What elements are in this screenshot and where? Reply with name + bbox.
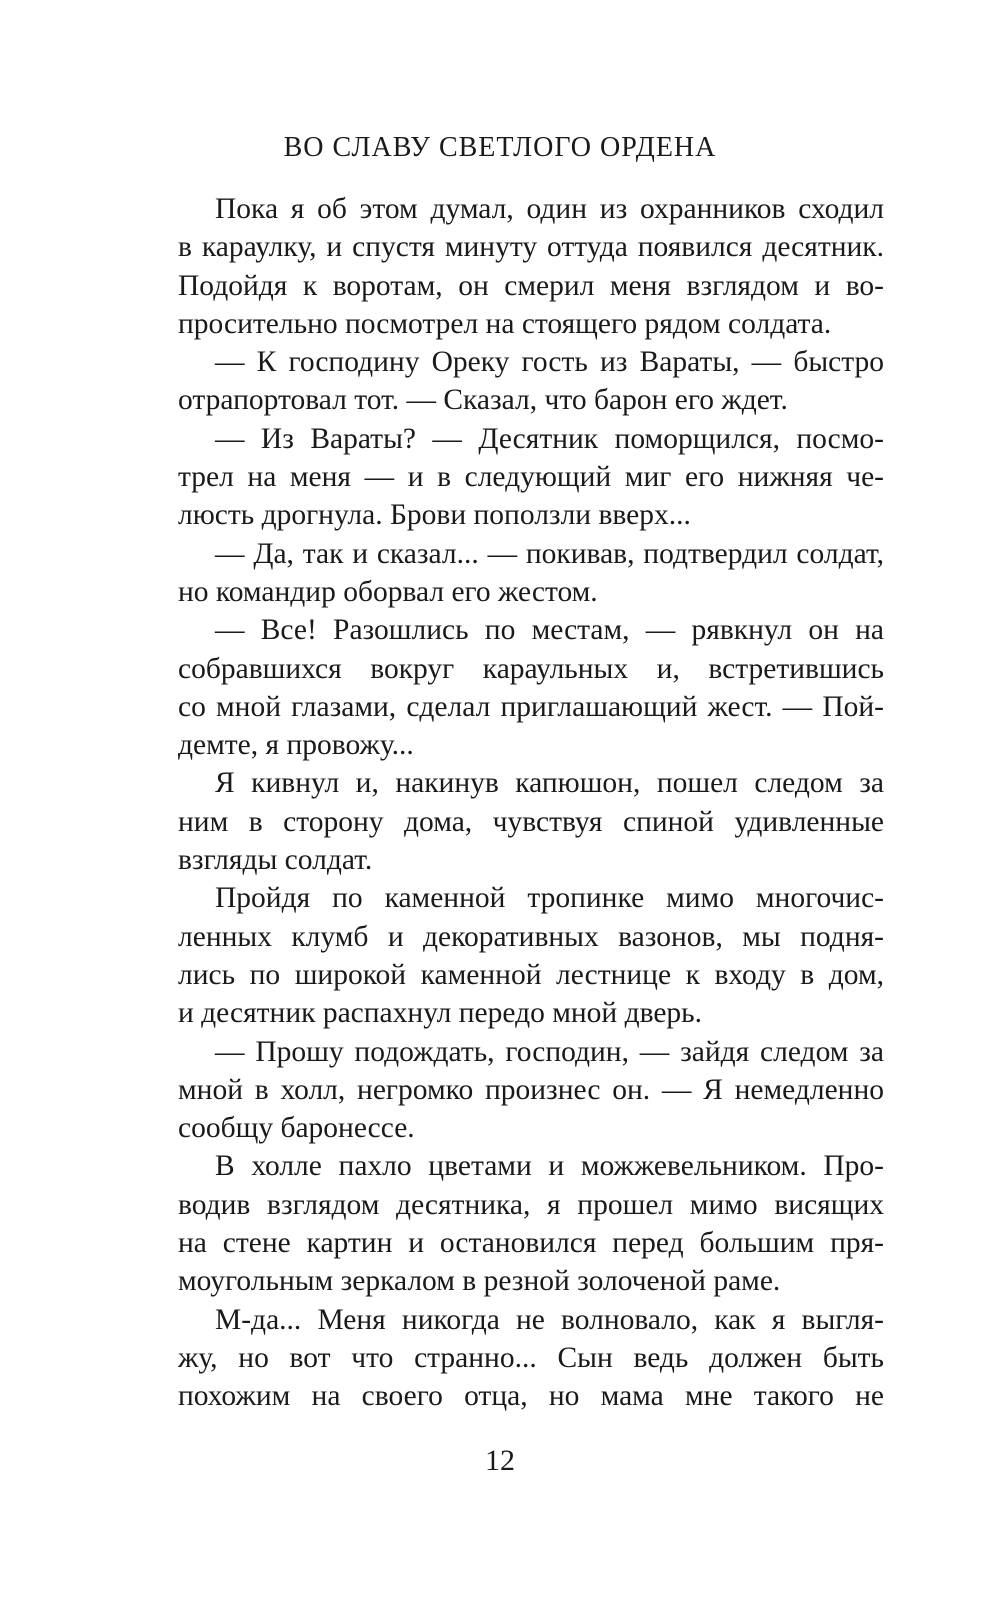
text-line: но командир оборвал его жестом. [178,575,598,608]
text-line: в караулку, и спустя минуту оттуда появился десятник. [178,231,884,264]
text-line: Пройдя по каменной тропинке мимо многочис- [215,882,884,915]
text-line: водив взглядом десятника, я прошел мимо висящих [178,1188,884,1221]
text-line: демте, я провожу... [178,729,414,762]
text-line: моугольным зеркалом в резной золоченой раме. [178,1265,781,1298]
text-line: ним в сторону дома, чувствуя спиной удивленные [178,805,884,838]
running-head: ВО СЛАВУ СВЕТЛОГО ОРДЕНА [283,132,717,163]
text-line: ленных клумб и декоративных вазонов, мы подня- [178,920,884,953]
text-line: взгляды солдат. [178,844,373,877]
text-line: — Да, так и сказал... — покивав, подтвердил солдат, [215,537,884,570]
text-line: на стене картин и остановился перед большим пря- [178,1227,884,1260]
page-number: 12 [485,1444,515,1477]
text-line: лись по широкой каменной лестнице к входу в дом, [178,958,884,991]
text-line: Пока я об этом думал, один из охранников сходил [215,193,884,225]
body-text [178,190,884,1416]
text-line: и десятник распахнул передо мной дверь. [178,997,703,1030]
text-line: — Все! Разошлись по местам, — рявкнул он на [215,614,884,647]
text-line: мной в холл, негромко произнес он. — Я немедленно [178,1073,884,1106]
text-line: просительно посмотрел на стоящего рядом солдата. [178,307,832,340]
text-line: — К господину Ореку гость из Вараты, — быстро [215,346,884,379]
text-line: М-да... Меня никогда не волновало, как я выгля- [215,1303,884,1336]
text-line: В холле пахло цветами и можжевельником. Про- [215,1150,884,1183]
text-line: собравшихся вокруг караульных и, встретившись [178,652,884,685]
text-line: Подойдя к воротам, он смерил меня взглядом и во- [178,269,884,302]
text-line: трел на меня — и в следующий миг его нижняя че- [178,461,884,494]
text-line: Я кивнул и, накинув капюшон, пошел следом за [215,767,884,800]
text-line: со мной глазами, сделал приглашающий жест. — Пой- [178,690,884,723]
text-line: жу, но вот что странно... Сын ведь должен быть [178,1341,884,1374]
text-line: люсть дрогнула. Брови поползли вверх... [178,499,691,532]
text-line: сообщу баронессе. [178,1112,415,1145]
text-line: отрапортовал тот. — Сказал, что барон его ждет. [178,384,788,417]
text-line: — Из Вараты? — Десятник поморщился, посмо- [215,422,884,455]
text-line: — Прошу подождать, господин, — зайдя следом за [215,1035,884,1068]
text-line: похожим на своего отца, но мама мне такого не [178,1380,884,1413]
